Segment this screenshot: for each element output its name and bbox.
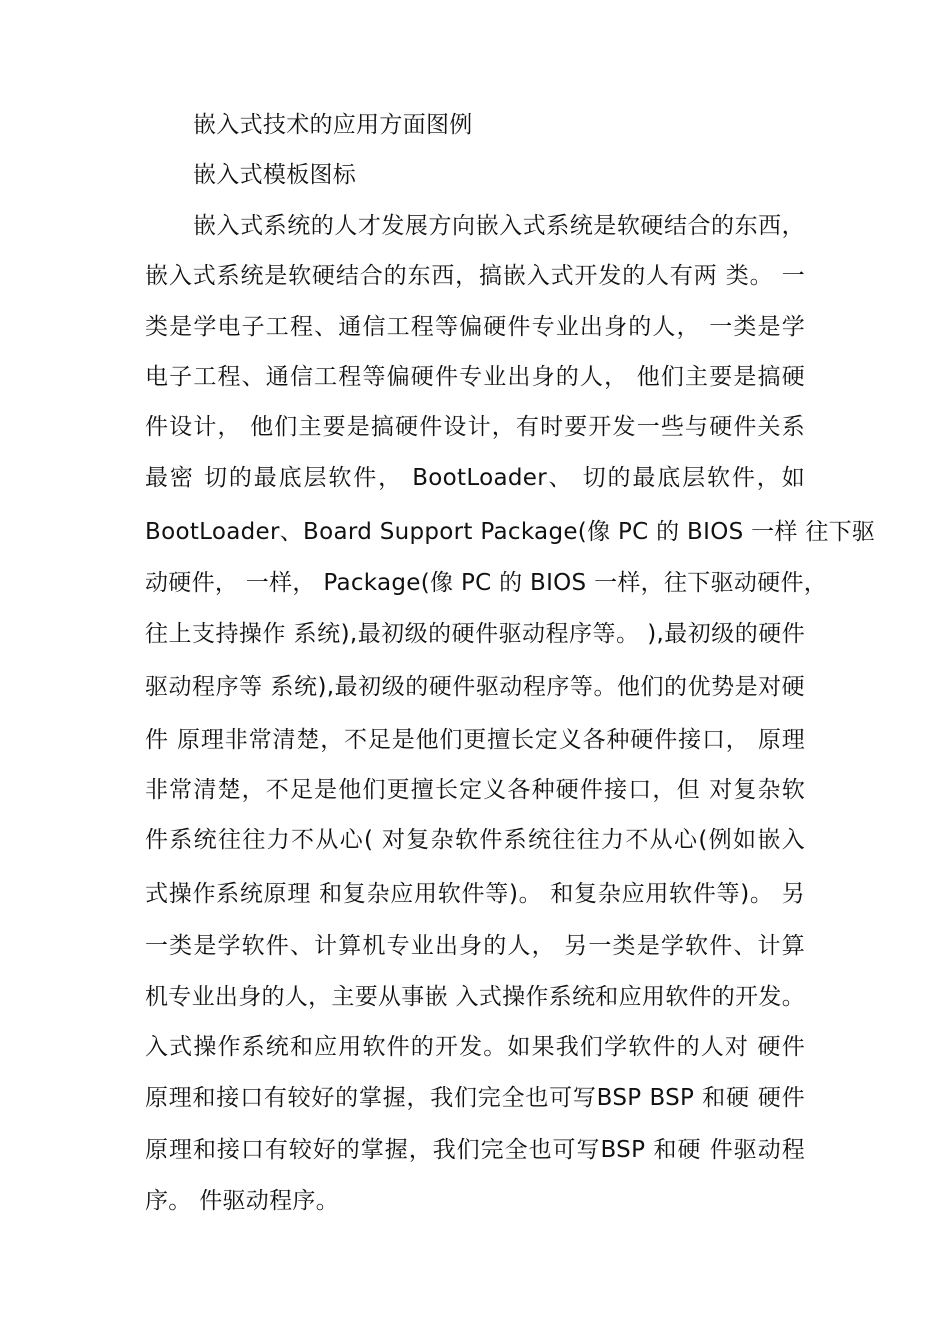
paragraph-line: 件系统往往力不从心( 对复杂软件系统往往力不从心(例如嵌入 xyxy=(145,827,805,853)
paragraph-line: 非常清楚，不足是他们更擅长定义各种硬件接口，但 对复杂软 xyxy=(145,777,805,803)
paragraph-line: 电子工程、通信工程等偏硬件专业出身的人， 他们主要是搞硬 xyxy=(145,364,805,390)
paragraph-line: 类是学电子工程、通信工程等偏硬件专业出身的人， 一类是学 xyxy=(145,314,805,340)
paragraph-line: 往上支持操作 系统),最初级的硬件驱动程序等。 ),最初级的硬件 xyxy=(145,621,805,647)
paragraph-line: 驱动程序等 系统),最初级的硬件驱动程序等。他们的优势是对硬 xyxy=(145,674,805,700)
heading-application-examples: 嵌入式技术的应用方面图例 xyxy=(193,112,473,138)
paragraph-line: 嵌入式系统是软硬结合的东西，搞嵌入式开发的人有两 类。 一 xyxy=(145,263,805,289)
paragraph-line: 序。 件驱动程序。 xyxy=(145,1188,340,1214)
paragraph-line: 入式操作系统和应用软件的开发。如果我们学软件的人对 硬件 xyxy=(145,1034,805,1060)
heading-template-icons: 嵌入式模板图标 xyxy=(193,162,357,188)
paragraph-line: 最密 切的最底层软件， BootLoader、 切的最底层软件，如 xyxy=(145,465,805,491)
paragraph-line: 式操作系统原理 和复杂应用软件等)。 和复杂应用软件等)。 另 xyxy=(145,881,805,907)
paragraph-line: 一类是学软件、计算机专业出身的人， 另一类是学软件、计算 xyxy=(145,933,805,959)
paragraph-line: 动硬件， 一样， Package(像 PC 的 BIOS 一样，往下驱动硬件， xyxy=(145,570,828,596)
paragraph-line: 机专业出身的人，主要从事嵌 入式操作系统和应用软件的开发。 xyxy=(145,984,806,1010)
paragraph-line: 原理和接口有较好的掌握，我们完全也可写BSP 和硬 件驱动程 xyxy=(145,1137,805,1163)
paragraph-line: 件设计， 他们主要是搞硬件设计，有时要开发一些与硬件关系 xyxy=(145,414,805,440)
paragraph-line: 件 原理非常清楚，不足是他们更擅长定义各种硬件接口， 原理 xyxy=(145,727,805,753)
paragraph-line: 原理和接口有较好的掌握，我们完全也可写BSP BSP 和硬 硬件 xyxy=(145,1085,805,1111)
paragraph-line: 嵌入式系统的人才发展方向嵌入式系统是软硬结合的东西， xyxy=(193,213,805,239)
paragraph-line: BootLoader、Board Support Package(像 PC 的 BIOS 一样 往下驱 xyxy=(145,519,876,545)
